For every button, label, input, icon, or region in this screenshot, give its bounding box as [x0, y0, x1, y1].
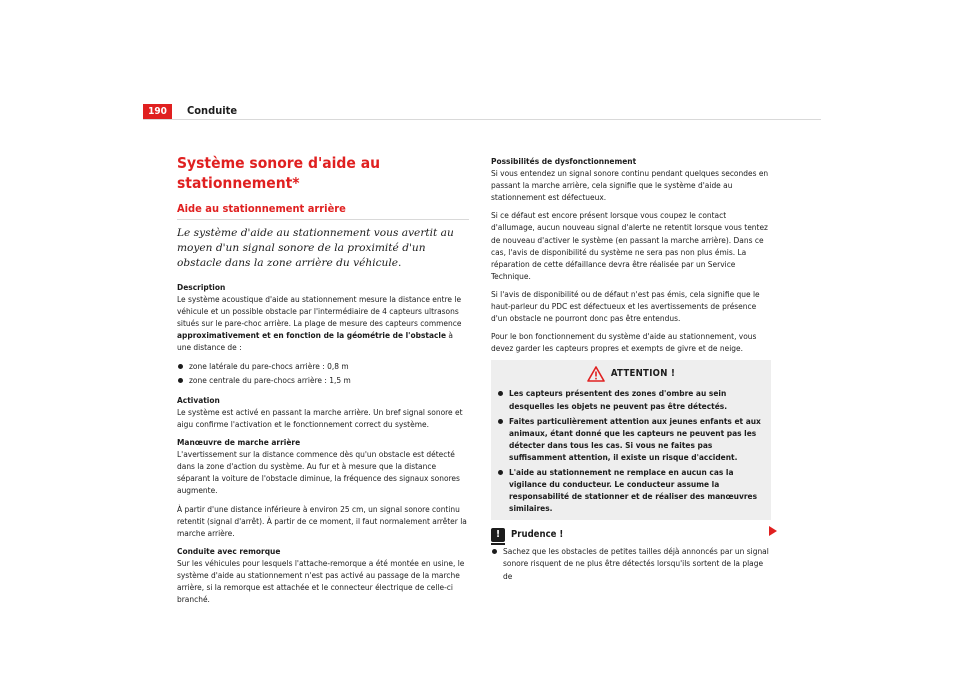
reverse-paragraph: L'avertissement sur la distance commence dès qu'un obstacle est détecté dans la zone d'action du système. Au fur et à mesure que la distance séparant la voiture de l'obstacle diminue, la fréquence des signaux sonores augmente. [177, 449, 460, 496]
trailer-text: Sur les véhicules pour lesquels l'attache-remorque a été montée en usine, le système d'aide au stationnement n'est pas activé au passage de la marche arrière, si la remorque est attachée et le connecteur électrique de celle-ci branché. [177, 557, 465, 605]
attention-label: ATTENTION ! [610, 368, 676, 380]
list-item: Sachez que les obstacles de petites tailles déjà annoncés par un signal sonore risquent de ne plus être détectés lorsqu'ils sortent de la plage de [491, 545, 771, 581]
list-item: Les capteurs présentent des zones d'ombre au sein desquelles les objets ne peuvent pas être détectés. [497, 387, 765, 411]
list-item: zone centrale du pare-chocs arrière : 1,5 m [177, 374, 469, 386]
description-heading: Description [177, 282, 226, 292]
bullet-icon [492, 549, 497, 554]
bullet-icon [178, 378, 183, 383]
left-column [177, 155, 469, 611]
header-divider [143, 119, 821, 120]
malfunctions-paragraph: Si ce défaut est encore présent lorsque vous coupez le contact d'allumage, aucun nouveau signal d'alerte ne retentit lorsque vous tentez de nouveau d'activer le système (en passant la marche arrière). Dans ce cas, l'avis de disponibilité du système ne sera pas non plus émis. La réparation de cette défaillance devra être réalisée par un Service Technique. [491, 210, 768, 281]
bullet-icon [498, 419, 503, 424]
malfunctions-heading: Possibilités de dysfonctionnement [491, 156, 637, 166]
description-text: Le système acoustique d'aide au stationnement mesure la distance entre le véhicule et un possible obstacle par l'intermédiaire de 4 capteurs ultrasons situés sur le pare-choc arrière. La plage de mesure des capteurs commence approximativement et en fonction de la géométrie de l'obstacle à une distance de : [177, 294, 462, 353]
attention-box [491, 360, 771, 520]
caution-header [491, 528, 771, 542]
list-item: zone latérale du pare-chocs arrière : 0,8 m [177, 360, 469, 372]
right-column [491, 155, 771, 584]
attention-header [497, 366, 765, 382]
warning-triangle-icon [587, 366, 605, 382]
list-item: Faites particulièrement attention aux jeunes enfants et aux animaux, étant donné que les capteurs ne peuvent pas les détecter dans tous les cas. Si vous ne faites pas suffisamment attention, il existe un risque d'accident. [497, 415, 765, 463]
section-title: Aide au stationnement arrière [177, 202, 469, 220]
bullet-icon [498, 391, 503, 396]
malfunctions-paragraph: Si l'avis de disponibilité ou de défaut n'est pas émis, cela signifie que le haut-parleur du PDC est défectueux et les avertissements de présence d'un obstacle ne pourront donc pas être entendus. [491, 288, 760, 324]
trailer-heading: Conduite avec remorque [177, 545, 281, 556]
exclamation-icon: ! [491, 528, 505, 542]
malfunctions-paragraph: Si vous entendez un signal sonore continu pendant quelques secondes en passant la marche arrière, cela signifie que le système d'aide au stationnement est défectueux. [491, 168, 769, 203]
next-page-arrow-icon[interactable] [768, 526, 778, 536]
activation-heading: Activation [177, 394, 220, 405]
page-title: Système sonore d'aide au stationnement* [177, 154, 381, 192]
bullet-icon [178, 364, 183, 369]
intro-text: Le système d'aide au stationnement vous avertit au moyen d'un signal sonore de la proximité d'un obstacle dans la zone arrière du véhicule. [177, 227, 454, 269]
reverse-paragraph: À partir d'une distance inférieure à environ 25 cm, un signal sonore continu retentit (signal d'arrêt). À partir de ce moment, il faut normalement arrêter la marche arrière. [177, 503, 467, 538]
list-item: L'aide au stationnement ne remplace en aucun cas la vigilance du conducteur. Le conducteur assume la responsabilité de stationner et de réaliser des manœuvres similaires. [497, 466, 765, 514]
activation-text: Le système est activé en passant la marche arrière. Un bref signal sonore et aigu confirme l'activation et le fonctionnement correct du système. [177, 406, 463, 429]
page-number: 190 [143, 104, 172, 120]
malfunctions-paragraph: Pour le bon fonctionnement du système d'aide au stationnement, vous devez garder les capteurs propres et exempts de givre et de neige. [491, 331, 757, 354]
running-title: Conduite [187, 104, 238, 117]
caution-label: Prudence ! [511, 529, 564, 541]
reverse-heading: Manœuvre de marche arrière [177, 437, 301, 448]
bullet-icon [498, 470, 503, 475]
